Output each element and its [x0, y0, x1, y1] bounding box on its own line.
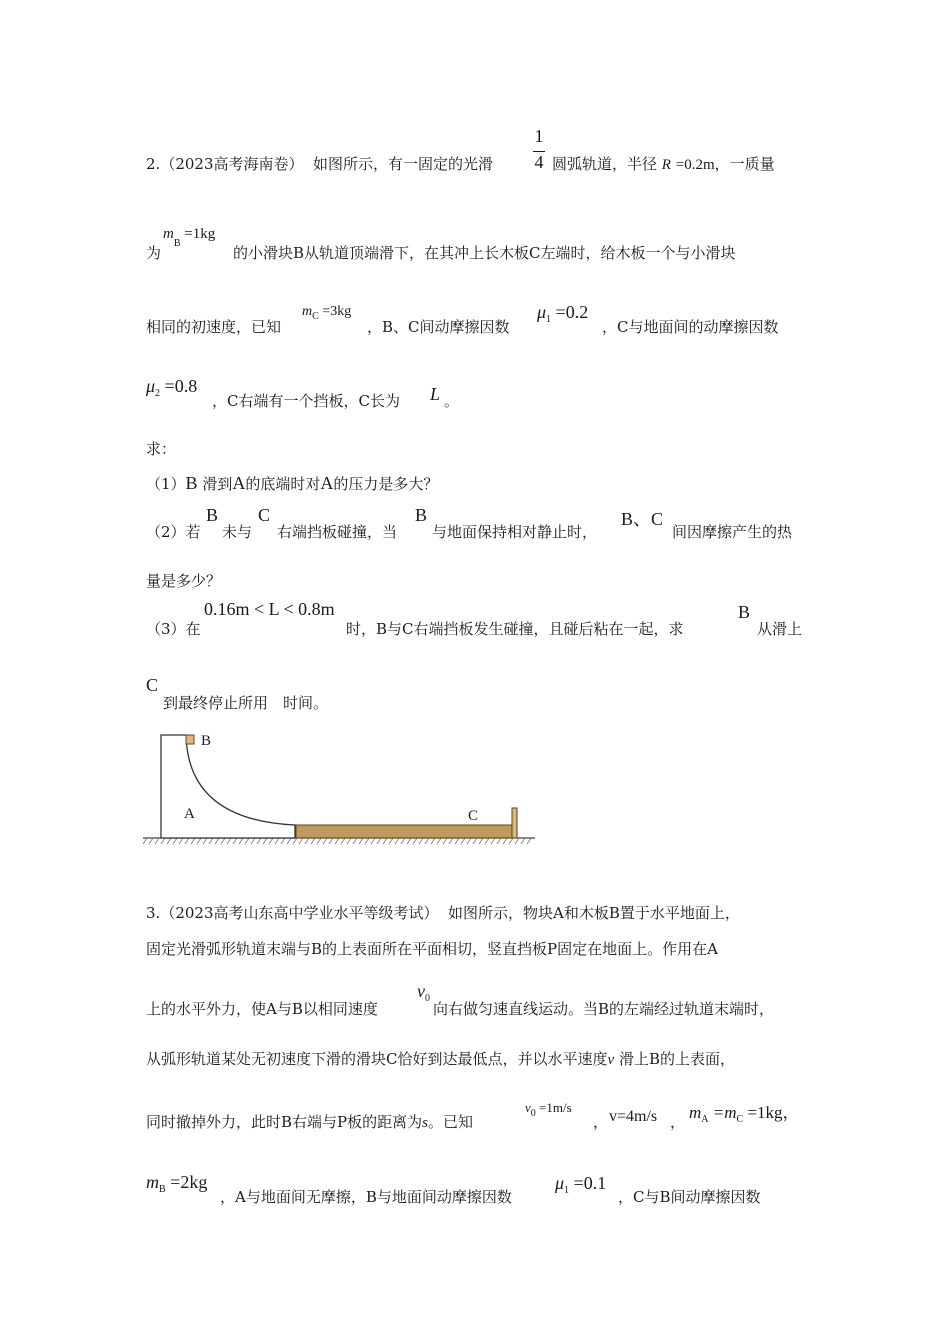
q3-text: ，A与地面间无摩擦，B与地面间动摩擦因数	[220, 1188, 512, 1206]
q2-text: ，C右端有一个挡板，C长为	[212, 392, 400, 410]
q3-text: 滑上B的上表面，	[618, 1050, 735, 1068]
mass-value: =3kg	[322, 304, 352, 319]
part-number: （2）若	[146, 523, 201, 541]
q2-text: 从滑上	[757, 620, 803, 638]
fraction-denominator: 4	[534, 152, 544, 172]
q2-text: 的压力是多大？	[333, 475, 439, 493]
mu-subscript: 1	[546, 314, 552, 325]
q2-text: 时，B与C右端挡板发生碰撞，且碰后粘在一起，求	[346, 620, 684, 638]
q2-text: 的小滑块B从轨道顶端滑下，在其冲上长木板C左端时，给木板一个与小滑块	[233, 244, 736, 262]
distance-variable: s	[422, 1115, 428, 1131]
mass-subscript: C	[312, 311, 319, 322]
track-diagram	[143, 730, 543, 850]
mass-subscript: B	[173, 238, 181, 249]
symbol-a: A	[232, 473, 246, 493]
q2-text: 为	[146, 244, 162, 262]
ask-label: 求：	[146, 440, 177, 458]
q3-text: 如图所示，物块A和木板B置于水平地面上，	[448, 904, 740, 922]
q2-line-3-tail	[602, 316, 778, 337]
q3-line-3	[146, 998, 378, 1019]
q2-line-4-tail: 。	[444, 392, 460, 410]
mass-subscript: A	[701, 1114, 709, 1125]
q2-text: 圆弧轨道，半径	[552, 155, 658, 173]
separator: ，	[670, 1113, 686, 1131]
ground-hatching	[143, 838, 531, 844]
mu-value: =0.2	[555, 302, 589, 322]
length-variable: L	[430, 384, 441, 404]
q3-line-5	[146, 1111, 473, 1132]
q2-source: （2023高考海南卷）	[160, 155, 304, 173]
label-b: B	[201, 733, 212, 749]
q2-part-3	[146, 618, 201, 639]
slider-b	[186, 735, 194, 744]
q2-text: 与地面保持相对静止时，	[432, 523, 598, 541]
q2-text: 滑到	[202, 475, 233, 493]
mu-subscript: 1	[564, 1185, 570, 1196]
q2-text: ，C与地面间的动摩擦因数	[602, 318, 779, 336]
q3-source: （2023高考山东高中学业水平等级考试）	[160, 904, 439, 922]
symbol-b: B	[206, 505, 219, 525]
q3-line-4	[146, 1048, 735, 1069]
label-a: A	[184, 806, 195, 822]
fraction-numerator: 1	[534, 126, 544, 146]
mu1-expression	[537, 302, 588, 323]
q2-line-1-cont	[552, 153, 775, 174]
q3-text: 同时撤掉外力，此时B右端与P板的距离为	[146, 1113, 423, 1131]
q2-text: ，B、C间动摩擦因数	[367, 318, 510, 336]
q2-part-2-cont: 量是多少？	[146, 572, 222, 590]
symbol-a: A	[320, 473, 334, 493]
q2-line-4	[212, 390, 400, 411]
q3-text: 从弧形轨道某处无初速度下滑的滑块C恰好到达最低点，并以水平速度	[146, 1050, 608, 1068]
q3-line-1	[146, 902, 740, 923]
mu-variable: μ	[555, 1173, 565, 1193]
q2-text: 右端挡板碰撞，当	[277, 523, 398, 541]
q3-text: 。已知	[427, 1113, 473, 1131]
v0-value-expression	[525, 1100, 572, 1119]
q2-text: 如图所示，有一固定的光滑	[313, 155, 494, 173]
mass-subscript: C	[736, 1114, 744, 1125]
q2-text: ，一质量	[714, 155, 775, 173]
symbol-c: C	[258, 505, 271, 525]
mu-subscript: 2	[155, 388, 161, 399]
velocity-variable: v	[607, 1052, 615, 1068]
mass-ac-expression	[689, 1098, 800, 1123]
velocity-value: =1m/s	[539, 1100, 572, 1115]
separator: ，	[782, 1103, 800, 1122]
mass-equals: =m	[712, 1103, 737, 1122]
symbol-bc: B、C	[621, 509, 664, 529]
q2-line-3	[146, 316, 281, 337]
symbol-b: B	[738, 602, 751, 622]
q2-text: 间因摩擦产生的热	[672, 523, 793, 541]
q2-number: 2.	[146, 155, 161, 173]
radius-variable: R	[661, 157, 671, 173]
velocity-variable: v	[525, 1100, 531, 1115]
q2-part-2	[146, 521, 201, 542]
stopper-plate	[512, 808, 517, 838]
q2-line-2	[146, 242, 161, 263]
q2-part-1	[146, 473, 438, 494]
part-number: （1）	[146, 475, 186, 493]
symbol-c: C	[146, 675, 159, 695]
radius-value: =0.2m	[675, 157, 715, 173]
board-c	[296, 825, 514, 838]
mass-subscript: B	[159, 1184, 166, 1195]
q2-text: 到最终停止所用 时间。	[163, 694, 329, 712]
block-a	[161, 735, 295, 838]
mass-c-expression	[302, 304, 351, 320]
mass-value: =1kg	[747, 1103, 783, 1122]
label-c: C	[468, 808, 479, 824]
part-number: （3）在	[146, 620, 201, 638]
mu-value: =0.8	[164, 376, 198, 396]
q3-line-2: 固定光滑弧形轨道末端与B的上表面所在平面相切，竖直挡板P固定在地面上。作用在A	[146, 940, 718, 958]
symbol-b: B	[415, 505, 428, 525]
length-condition: 0.16m < L < 0.8m	[204, 599, 335, 619]
q2-figure	[143, 730, 543, 854]
velocity-subscript: 0	[425, 993, 430, 1004]
mass-variable: m	[163, 226, 174, 242]
q3-text: 向右做匀速直线运动。当B的左端经过轨道末端时，	[433, 1000, 775, 1018]
velocity-subscript: 0	[530, 1108, 536, 1119]
mu-variable: μ	[146, 376, 156, 396]
q2-line-2-cont	[233, 242, 736, 263]
q2-text: 的底端时对	[245, 475, 321, 493]
q2-text: 未与	[222, 523, 253, 541]
mu-value: =0.1	[573, 1173, 607, 1193]
q2-line-3-cont	[367, 316, 510, 337]
q2-text: 相同的初速度，已知	[146, 318, 282, 336]
separator: ，	[593, 1113, 609, 1131]
mass-value: =2kg	[170, 1172, 208, 1192]
velocity-variable: v	[417, 981, 425, 1001]
mass-b-expression	[146, 1172, 207, 1193]
q2-line-1	[146, 153, 493, 174]
q3-text: ，C与B间动摩擦因数	[618, 1188, 761, 1206]
mass-variable: m	[146, 1172, 159, 1192]
mass-variable: m	[302, 304, 313, 319]
mu1-expression	[555, 1173, 606, 1194]
q3-number: 3.	[146, 904, 161, 922]
mass-value: =1kg	[184, 226, 216, 242]
v-value-expression: v=4m/s	[609, 1108, 658, 1125]
v0-expression	[417, 981, 430, 1002]
symbol-b: B	[185, 473, 198, 493]
q3-text: 上的水平外力，使A与B以相同速度	[146, 1000, 378, 1018]
mu-variable: μ	[537, 302, 547, 322]
mass-b-expression	[163, 226, 216, 249]
mu2-expression	[146, 376, 197, 397]
mass-variable: m	[689, 1103, 702, 1122]
